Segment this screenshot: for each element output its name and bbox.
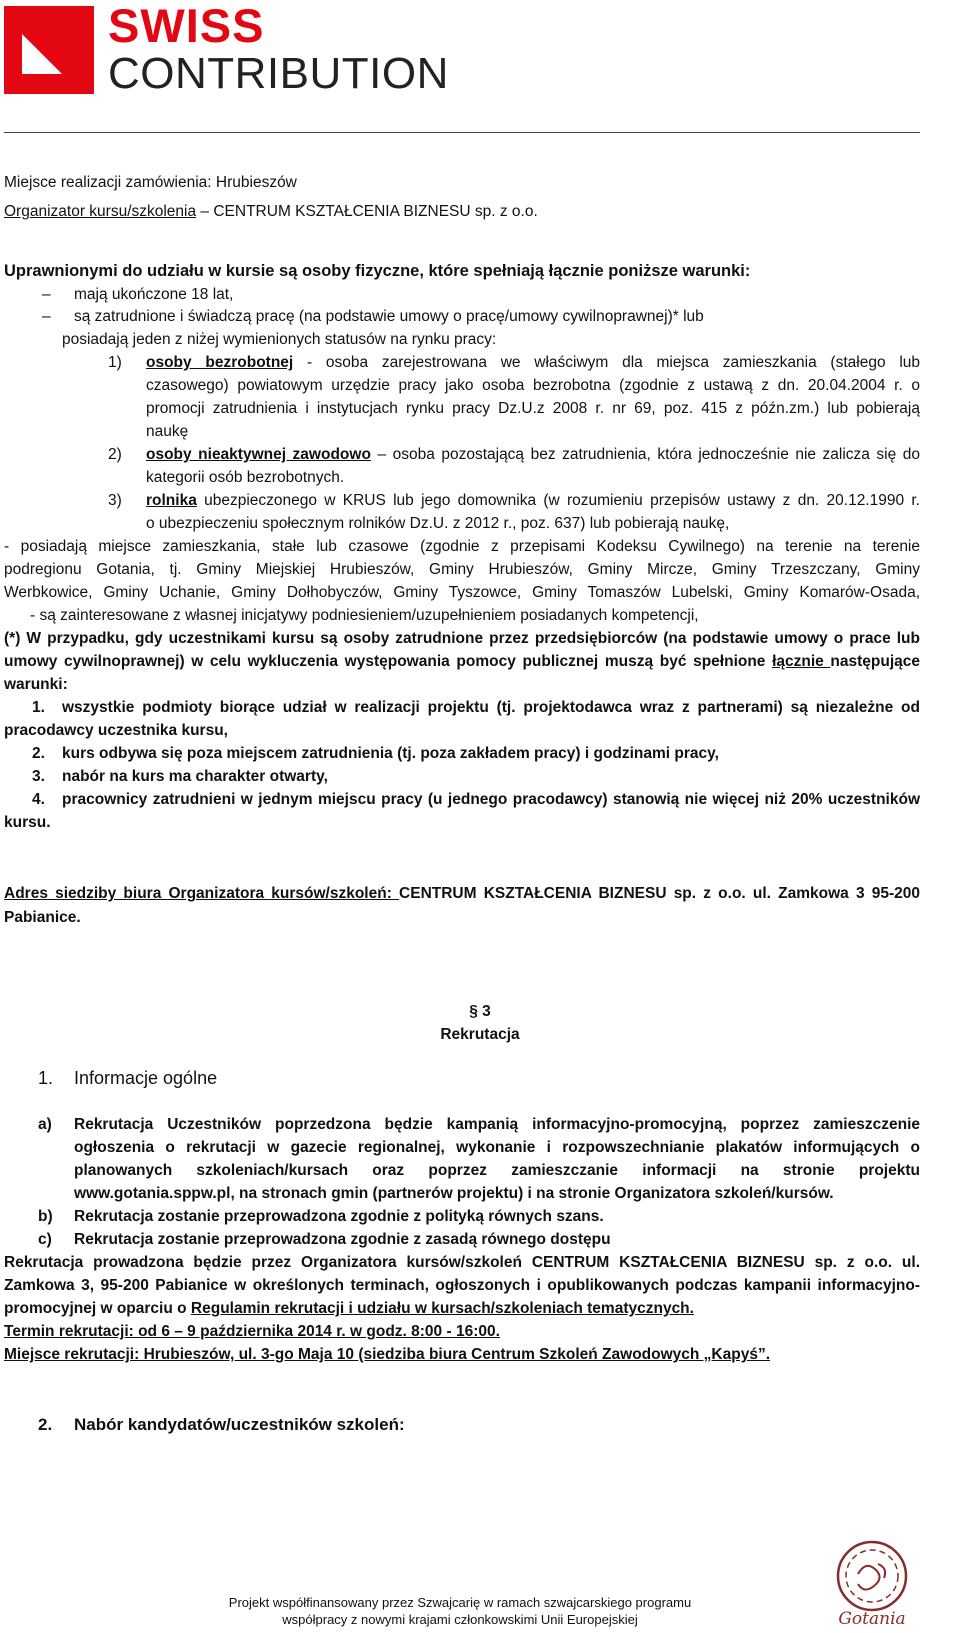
- condition-2: kurs odbywa się poza miejscem zatrudnienia (tj. poza zakładem pracy) i godzinami pracy,: [62, 745, 719, 762]
- eligibility-bullet-age: mają ukończone 18 lat,: [74, 286, 234, 303]
- residence-line2: podregionu Gotania, tj. Gminy Miejskiej Hrubieszów, Gminy Hrubieszów, Gminy Mircze, Gminy Trzeszczany, Gminy: [4, 561, 920, 578]
- organizer-label: Organizator kursu/szkolenia: [4, 203, 197, 220]
- status-2-number: 2): [108, 446, 122, 463]
- gotania-logo-graphic: [828, 1536, 916, 1628]
- recruit-heading-number: 2.: [38, 1415, 53, 1434]
- info-a-line1: Rekrutacja Uczestników poprzedzona będzie kampanią informacyjno-promocyjną, poprzez zamieszczenie: [74, 1116, 920, 1133]
- recruitment-place: Miejsce rekrutacji: Hrubieszów, ul. 3-go Maja 10 (siedziba biura Centrum Szkoleń Zawodowych „Kapyś”.: [4, 1346, 771, 1363]
- info-c-tag: c): [38, 1231, 52, 1248]
- residence-line1: - posiadają miejsce zamieszkania, stałe lub czasowe (zgodnie z przepisami Kodeksu Cywilnego) na terenie na terenie: [4, 538, 920, 555]
- status-1-number: 1): [108, 354, 122, 371]
- regulations-link[interactable]: Regulamin rekrutacji i udziału w kursach/szkoleniach tematycznych.: [190, 1300, 694, 1317]
- status-3-title: rolnika: [146, 492, 197, 509]
- address-line1: Adres siedziby biura Organizatora kursów/szkoleń: CENTRUM KSZTAŁCENIA BIZNESU sp. z o.o. ul. Zamkowa 3 95-200: [4, 885, 920, 902]
- header-rule: [4, 132, 920, 133]
- note-line1: (*) W przypadku, gdy uczestnikami kursu są osoby zatrudnione przez przedsiębiorców (na podstawie umowy o prace lub: [4, 630, 920, 647]
- residence-line3: Werbkowice, Gminy Uchanie, Gminy Dołhobyczów, Gminy Tyszowce, Gminy Tomaszów Lubelski, Gminy Komarów-Osada,: [4, 584, 920, 601]
- footer-note: [200, 1594, 720, 1628]
- eligibility-intro: Uprawnionymi do udziału w kursie są osoby fizyczne, które spełniają łącznie poniższe warunki:: [4, 262, 751, 280]
- logo-text-swiss: SWISS: [108, 0, 265, 52]
- info-heading: Informacje ogólne: [74, 1068, 218, 1088]
- eligibility-bullet-status: posiadają jeden z niżej wymienionych statusów na rynku pracy:: [62, 331, 497, 348]
- dash-icon: –: [42, 286, 51, 303]
- condition-1-line1: wszystkie podmioty biorące udział w realizacji projektu (tj. projektodawca wraz z partnerami) są niezależne od: [62, 699, 920, 716]
- organizer-line: [4, 203, 538, 221]
- recruitment-par-line2: Zamkowa 3, 95-200 Pabianice w określonych terminach, ogłoszonych i opublikowanych podczas kampanii informacyjno-: [4, 1277, 920, 1294]
- status-1-line4: naukę: [146, 423, 189, 440]
- section-number: § 3: [469, 1003, 491, 1020]
- address-label: Adres siedziby biura Organizatora kursów/szkoleń:: [4, 885, 400, 902]
- address-line2: Pabianice.: [4, 909, 81, 926]
- info-a-tag: a): [38, 1116, 52, 1133]
- condition-3-number: 3.: [32, 768, 45, 785]
- info-a-line4: www.gotania.sppw.pl, na stronach gmin (partnerów projektu) i na stronie Organizatora szkoleń/kursów.: [74, 1185, 834, 1202]
- recruit-heading: Nabór kandydatów/uczestników szkoleń:: [74, 1415, 405, 1434]
- condition-4-number: 4.: [32, 791, 45, 808]
- status-1-line3: promocji zatrudnienia i instytucjach rynku pracy Dz.U.z 2008 r. nr 69, poz. 415 z późn.zm.) lub pobierają: [146, 400, 920, 417]
- note-line2: umowy cywilnoprawnej) w celu wykluczenia występowania pomocy publicznej muszą być spełnione łącznie następujące: [4, 653, 920, 670]
- status-2-line2: kategorii osób bezrobotnych.: [146, 469, 345, 486]
- info-c: Rekrutacja zostanie przeprowadzona zgodnie z zasadą równego dostępu: [74, 1231, 611, 1248]
- recruitment-par-line1: Rekrutacja prowadzona będzie przez Organizatora kursów/szkoleń CENTRUM KSZTAŁCENIA BIZNESU sp. z o.o. ul.: [4, 1254, 920, 1271]
- status-2-title: osoby nieaktywnej zawodowo: [146, 446, 371, 463]
- place-of-order: Miejsce realizacji zamówienia: Hrubieszów: [4, 174, 297, 191]
- status-2-line1: osoby nieaktywnej zawodowo – osoba pozostającą bez zatrudnienia, która jednocześnie nie zalicza się do: [146, 446, 921, 463]
- status-1-line2: czasowego) powiatowym urzędzie pracy jako osoba bezrobotna (zgodnie z ustawą z dn. 20.04.2004 r. o: [146, 377, 920, 394]
- interest-line: - są zainteresowane z własnej inicjatywy podniesieniem/uzupełnieniem posiadanych kompetencji,: [30, 607, 699, 624]
- organizer-value: – CENTRUM KSZTAŁCENIA BIZNESU sp. z o.o.: [196, 203, 538, 220]
- info-b-tag: b): [38, 1208, 53, 1225]
- condition-1-number: 1.: [32, 699, 45, 716]
- gotania-logo-text: Gotania: [838, 1609, 906, 1628]
- status-3-number: 3): [108, 492, 122, 509]
- recruitment-par-line3: promocyjnej w oparciu o Regulamin rekrutacji i udziału w kursach/szkoleniach tematycznych.: [4, 1300, 694, 1317]
- footer-line2: współpracy z nowymi krajami członkowskimi Unii Europejskiej: [282, 1612, 638, 1627]
- info-a-line2: ogłoszenia o rekrutacji w gazecie regionalnej, wykonanie i rozpowszechnianie plakatów informujących o: [74, 1139, 920, 1156]
- condition-2-number: 2.: [32, 745, 45, 762]
- section-title: Rekrutacja: [440, 1026, 520, 1043]
- condition-4-line1: pracownicy zatrudnieni w jednym miejscu pracy (u jednego pracodawcy) stanowią nie więcej niż 20% uczestników: [62, 791, 920, 808]
- condition-1-line2: pracodawcy uczestnika kursu,: [4, 722, 228, 739]
- dash-icon: –: [42, 308, 51, 325]
- condition-4-line2: kursu.: [4, 814, 51, 831]
- gotania-logo: [828, 1536, 916, 1628]
- recruitment-term: Termin rekrutacji: od 6 – 9 października 2014 r. w godz. 8:00 - 16:00.: [4, 1323, 500, 1340]
- eligibility-bullet-employed: są zatrudnione i świadczą pracę (na podstawie umowy o pracę/umowy cywilnoprawnej)* lub: [74, 308, 704, 325]
- swiss-logo-mark: [4, 6, 94, 94]
- swiss-contribution-logo: [4, 0, 449, 98]
- info-a-line3: planowanych szkoleniach/kursach oraz poprzez zamieszczanie informacji na stronie projektu: [74, 1162, 920, 1179]
- info-b: Rekrutacja zostanie przeprowadzona zgodnie z polityką równych szans.: [74, 1208, 604, 1225]
- info-heading-number: 1.: [38, 1068, 54, 1088]
- status-1-title: osoby bezrobotnej: [146, 354, 294, 371]
- footer-line1: Projekt współfinansowany przez Szwajcarię w ramach szwajcarskiego programu: [228, 1595, 692, 1610]
- logo-text-contribution: CONTRIBUTION: [108, 49, 449, 98]
- condition-3: nabór na kurs ma charakter otwarty,: [62, 768, 328, 785]
- note-line3: warunki:: [4, 676, 68, 693]
- status-1-line1: osoby bezrobotnej - osoba zarejestrowana we właściwym dla miejsca zamieszkania (stałego lub: [146, 354, 920, 371]
- status-3-line2: o ubezpieczeniu społecznym rolników Dz.U. z 2012 r., poz. 637) lub pobierają naukę,: [146, 515, 730, 532]
- status-3-line1: rolnika ubezpieczonego w KRUS lub jego domownika (w rozumieniu przepisów ustawy z dn. 20.12.1990 r.: [146, 492, 920, 509]
